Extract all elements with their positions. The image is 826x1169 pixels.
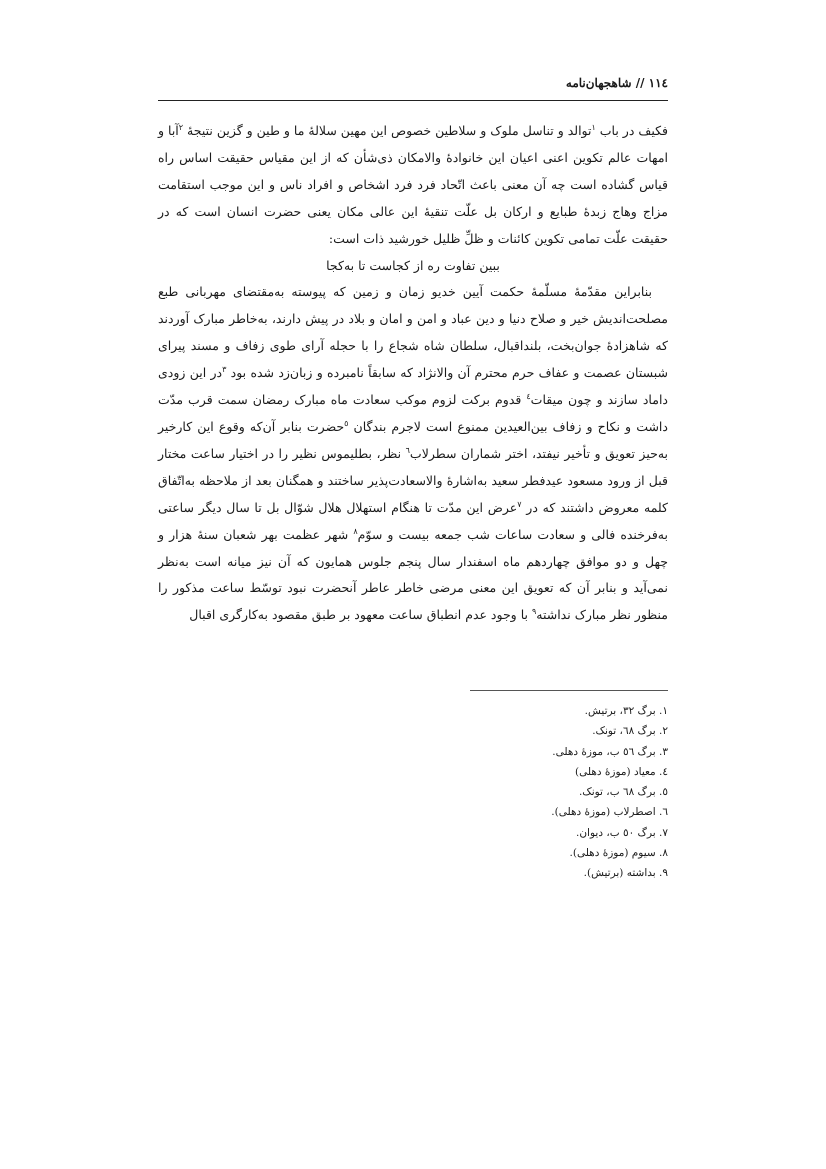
footnote-ref-9: ٩ xyxy=(531,607,537,617)
main-text xyxy=(158,118,668,629)
footnote-item: ٣. برگ ٥٦ ب، موزهٔ دهلی. xyxy=(552,745,668,758)
text-segment: نظر، بطلیموس نظیر را در اختیار ساعت مختار قبل از ورود مسعود عیدفطر سعید به‌اشارهٔ والاسعادت‌پذیر ساختند و همگنان بعد از ملاحظه به‌اتّفاق کلمه معروض داشتند که در xyxy=(158,445,669,515)
running-header xyxy=(158,66,668,101)
text-segment: بنابراین مقدّمهٔ مسلّمهٔ حکمت آیین خدیو زمان و زمین که پیوسته به‌مقتضای مهربانی طبع مصلحت‌اندیش خیر و صلاح دنیا و دین عباد و امن و امان و بلاد در پیش دارند، به‌خاطر مبارک آوردند که شاهزادهٔ جوان‌بخت، بلنداقبال، سلطان شاه شجاع را با حجله آرای طوی زفاف و مسند پیرای شبستان عصمت و عفاف حرم محترم آن والانژاد که سابقاً نامبرده و زبان‌زد شده بود xyxy=(158,284,668,381)
footnote-ref-4: ٤ xyxy=(526,391,531,401)
footnote-item: ٨. سیوم (موزهٔ دهلی). xyxy=(569,847,668,860)
footnote-item: ٧. برگ ٥٠ ب، دیوان. xyxy=(576,826,668,839)
paragraph-1 xyxy=(158,118,668,253)
footnote-ref-3: ٣ xyxy=(222,365,227,374)
footnote-list xyxy=(158,701,668,884)
footnote-separator xyxy=(470,690,668,691)
verse-line xyxy=(158,253,668,280)
text-segment: عرض این مدّت تا هنگام استهلال هلال شوّال بل تا سال دیگر ساعتی به‌فرخنده فالی و سعادت ساعات شب جمعه بیست و سوّم xyxy=(158,499,668,542)
text-segment: آبا و امهات عالم تکوین اعنی اعیان این خانوادهٔ والامکان ذی‌شأن که از این مقیاس حقیقت اساس راه قیاس گشاده است چه آن معنی باعث اتّحاد فرد فرد اشخاص و افراد ناس و این موجب استقامت مزاج وهاج زبدهٔ طبایع و ارکان بل علّت تنقیهٔ این عالی مکان یعنی حضرت انسان است که در حقیقت علّت تمامی تکوین کائنات و ظلِّ ظلیل خورشید ذات است: xyxy=(158,123,668,246)
text-segment: توالد و تناسل ملوک و سلاطین خصوص این مهین سلالهٔ ما و طین و گزین نتیجهٔ xyxy=(183,123,592,138)
text-segment: شهر عظمت بهر شعبان سنهٔ هزار و چهل و دو موافق چهاردهم ماه اسفندار سال پنجم جلوس همایون که آن نیز میانه است به‌نظر نمی‌آید و بنابر آن که تعویق این معنی مرضی خاطر عاطر آنحضرت نبود توسّط ساعت مذکور را منظور نظر مبارک نداشته xyxy=(158,526,668,623)
footnote-item: ٩. بداشته (برتیش). xyxy=(583,867,668,880)
footnote-ref-5: ٥ xyxy=(344,418,349,428)
verse-text: ببین تفاوت ره از کجاست تا به‌کجا xyxy=(326,257,500,273)
footnote-item: ٦. اصطرلاب (موزهٔ دهلی). xyxy=(551,806,668,819)
text-segment: با وجود عدم انطباق ساعت معهود بر طبق مقصود به‌کارگری اقبال xyxy=(189,607,532,623)
footnote-item: ٤. معیاد (موزهٔ دهلی) xyxy=(575,765,668,778)
paragraph-2 xyxy=(158,279,668,629)
text-segment: فکیف در باب xyxy=(595,123,668,138)
footnote-item: ٥. برگ ٦٨ ب، تونک. xyxy=(578,786,668,799)
footnote-ref-2: ٢ xyxy=(178,122,184,132)
page-header-text: ١١٤ // شاهجهان‌نامه xyxy=(565,76,668,90)
text-segment: قدوم برکت لزوم موکب سعادت ماه مبارک رمضان سمت قرب مدّت داشت و نکاح و زفاف بین‌العیدین ممنوع است لاجرم بندگان xyxy=(158,392,668,434)
footnote-item: ١. برگ ٣٢، برتیش. xyxy=(584,705,668,717)
footnote-ref-1: ١ xyxy=(591,122,596,132)
text-segment: حضرت بنابر آن‌که وقوع این کارخیر به‌حیز تعویق و تأخیر نیفتد، اختر شماران سطرلاب xyxy=(158,418,668,461)
footnote-item: ٢. برگ ٦٨، تونک. xyxy=(592,725,668,738)
footnote-ref-7: ٧ xyxy=(517,499,522,509)
text-segment: در این زودی داماد سازند و چون میقات xyxy=(158,365,668,408)
footnote-ref-6: ٦ xyxy=(405,445,410,455)
footnote-ref-8: ٨ xyxy=(353,526,358,536)
